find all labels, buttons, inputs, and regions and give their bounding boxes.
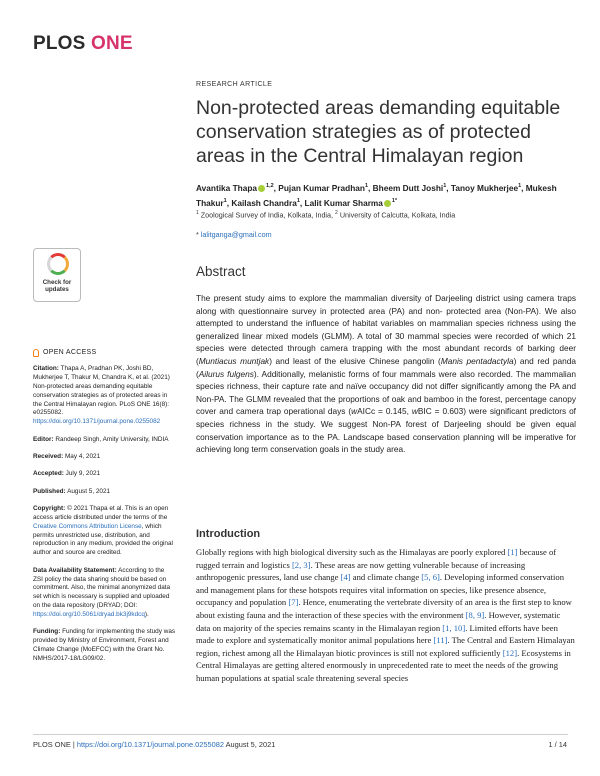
italic-w: w [351, 406, 358, 417]
author-name[interactable]: Bheem Dutt Joshi [372, 182, 444, 193]
data-availability-block [33, 567, 176, 620]
author-affil-sup: 1 [223, 197, 227, 204]
abstract-text-run: ) and red panda ( [196, 355, 576, 379]
open-lock-icon [33, 349, 39, 357]
editor-text: Randeep Singh, Amity University, INDIA [53, 435, 169, 443]
email-link[interactable]: lalitganga@gmail.com [200, 230, 272, 239]
copyright-text: , which permits unrestricted use, distribution, and reproduction in any medium, provided the original author and source are credited. [33, 522, 173, 557]
check-for-updates-badge[interactable] [33, 248, 81, 302]
data-availability-text: According to the ZSI policy the data sharing should be based on commitment. Also, the minimal anonymized data set which is necessary is supplied and uploaded on the data repository (DRYAD; DOI: [33, 566, 171, 610]
citation-label: Citation: [33, 364, 59, 372]
affil-number: 2 [335, 210, 338, 216]
author-name[interactable]: Pujan Kumar Pradhan [278, 182, 365, 193]
author-affil-sup: 1 [518, 183, 522, 189]
reference-link[interactable]: [7] [288, 597, 299, 608]
reference-link[interactable]: [1] [507, 547, 518, 557]
abstract-text-run: AICc = 0.145, [357, 406, 412, 417]
affil-number: 1 [196, 210, 199, 216]
accepted-date: July 9, 2021 [63, 470, 101, 478]
article-type-label: RESEARCH ARTICLE [196, 81, 273, 88]
citation-doi-link[interactable]: https://doi.org/10.1371/journal.pone.0255082 [33, 418, 161, 426]
abstract-text-run: ). Additionally, melanistic forms of four mammals were also recorded. The mammalian species richness, their capture rate and naïve occupancy did not differ significantly among the PA and Non-PA. The GLMM revealed that the proportions of oak and bamboo in the forest, percentage canopy cover and camera trap operational days ( [196, 368, 576, 417]
intro-text-run: Globally regions with high biological diversity such as the Himalayas are poorly explored [196, 547, 508, 557]
copyright-block [33, 505, 176, 558]
author-name[interactable]: Avantika Thapa [196, 182, 258, 193]
footer-journal: PLOS ONE [33, 740, 71, 749]
journal-logo[interactable] [33, 33, 133, 55]
reference-link[interactable]: [11] [433, 635, 448, 646]
published-block [33, 488, 176, 497]
intro-text-run: . These areas are now getting vulnerable because of increasing anthropogenic pressures, land use change [196, 559, 526, 583]
author-name[interactable]: Mukesh Thakur [196, 182, 557, 208]
affil-text: University of Calcutta, Kolkata, India [339, 210, 456, 220]
author-name[interactable]: Tanoy Mukherjee [450, 182, 519, 193]
intro-text-run: . The Central and Eastern Himalayan region, richest among all the Himalayan biotic provinces is still not explored sufficiently [196, 635, 575, 658]
author-list: Avantika Thapa $^{1,2}$, Pujan Kumar Pradhan$^1$, Bheem Dutt Joshi$^1$, Tanoy Mukherjee$^1$, Mukesh Thakur$^1$, Kailash Chandra$^1$, Lalit Kumar Sharma $^{1*}$ [196, 182, 557, 208]
logo-plos: PLOS [33, 33, 86, 54]
affil-text: Zoological Survey of India, Kolkata, India, [200, 210, 334, 220]
footer-doi-link[interactable]: https://doi.org/10.1371/journal.pone.0255082 [76, 740, 224, 749]
author-affil-sup: 1,2 [266, 183, 274, 189]
abstract-text-run: ) and least of the elusive Chinese pangolin ( [269, 355, 441, 366]
accepted-block [33, 470, 176, 479]
corresponding-mark: * [394, 197, 398, 204]
orcid-icon[interactable] [258, 185, 265, 192]
species-name: Ailurus fulgens [198, 368, 254, 379]
open-access-label: OPEN ACCESS [43, 349, 97, 356]
editor-label: Editor: [33, 435, 54, 443]
intro-text-run: . Ecosystems in Central Himalayas are getting altered enormously in unprecedented rate to meet the needs of the growing human populations at spatial scale threatening several species [196, 647, 571, 683]
check-updates-line1: Check for [42, 279, 72, 286]
logo-one: ONE [91, 33, 133, 54]
copyright-text: © 2021 Thapa et al. This is an open access article distributed under the terms of the [33, 504, 169, 521]
dryad-doi-link[interactable]: https://doi.org/10.5061/dryad.bk3j9kdcq [33, 611, 145, 619]
reference-link[interactable]: [2, 3] [291, 559, 311, 570]
reference-link[interactable]: [8, 9] [465, 609, 485, 620]
author-affil-sup: 1 [364, 183, 369, 189]
citation-block [33, 365, 176, 427]
orcid-icon[interactable] [384, 200, 391, 207]
introduction-heading: Introduction [196, 528, 261, 540]
italic-w: w [411, 406, 418, 417]
check-updates-icon [47, 253, 69, 275]
funding-block [33, 628, 176, 664]
license-link[interactable]: Creative Commons Attribution License [33, 522, 142, 530]
affiliations [196, 210, 576, 219]
author-affil-sup: 1 [391, 197, 395, 204]
data-availability-text: ). [144, 611, 149, 619]
article-metadata-sidebar [33, 349, 176, 673]
funding-text: Funding for implementing the study was provided by Ministry of Environment, Forest and Climate Change (MoEFCC) with the Grant No. NMHS/2017-18/LG09/02. [33, 628, 176, 663]
funding-label: Funding: [33, 628, 61, 636]
abstract-text-run: BIC = 0.603) were significant predictors of species richness in the study. We suggest Non-PA forest of Darjeeling should be given equal conservation importance as to the PA. Landscape based conservation planning will be imperative for achieving long term conservation goals in the study area. [196, 406, 576, 455]
published-date: August 5, 2021 [65, 487, 111, 495]
received-date: May 4, 2021 [63, 452, 101, 460]
abstract-body [196, 292, 576, 456]
author-affil-sup: 1 [296, 197, 300, 204]
published-label: Published: [33, 487, 66, 495]
footer-date: August 5, 2021 [223, 740, 276, 749]
author-name[interactable]: Lalit Kumar Sharma [304, 197, 383, 208]
open-access-badge [33, 349, 176, 358]
species-name: Muntiacus muntjak [198, 355, 270, 366]
check-updates-line2: updates [45, 286, 69, 294]
intro-text-run: . Hence, enumerating the vertebrate diversity of an area is the first step to know about existing fauna and the interaction of these species with the environment [196, 597, 572, 620]
abstract-heading: Abstract [196, 264, 246, 279]
editor-block [33, 436, 176, 445]
reference-link[interactable]: [1, 10] [442, 622, 466, 633]
introduction-body [196, 546, 576, 685]
data-availability-label: Data Availability Statement: [33, 566, 117, 574]
abstract-text-run: The present study aims to explore the mammalian diversity of Darjeeling district using camera traps along with questionnaire survey in protected area (PA) and non- protected area (Non-PA). We also attempted to understand the influence of habitat variables on mammalian species richness using the generalized linear mixed models (GLMM). A total of 30 mammal species were recorded of which 21 species were detected through camera trapping with the most abundant records of barking deer ( [196, 293, 576, 366]
species-name: Manis pentadactyla [440, 355, 514, 366]
accepted-label: Accepted: [33, 470, 64, 478]
author-affil-sup: 1 [443, 183, 447, 189]
correspondence [196, 230, 272, 239]
copyright-label: Copyright: [33, 504, 66, 512]
intro-text-run: . However, systematic data on majority of the species remains scanty in the Himalayan region [196, 609, 561, 633]
reference-link[interactable]: [12] [502, 647, 518, 658]
page-footer [33, 740, 275, 749]
intro-text-run: . Developing informed conservation and management plans for these hotspots requires vital information on species, like presence absence, occupancy and population [196, 572, 565, 608]
received-label: Received: [33, 452, 64, 460]
article-title: Non-protected areas demanding equitable conservation strategies as of protected areas in the Central Himalayan region [196, 97, 561, 167]
corresponding-mark: * [196, 230, 199, 239]
footer-separator: | [70, 740, 77, 749]
intro-text-run: and climate change [350, 572, 422, 583]
author-name[interactable]: Kailash Chandra [231, 197, 297, 208]
footer-divider [33, 734, 568, 735]
citation-text: Thapa A, Pradhan PK, Joshi BD, Mukherjee T, Thakur M, Chandra K, et al. (2021) Non-protected areas demanding equitable conservation strategies as of protected areas in the Central Himalayan region. PLoS ONE 16(8): e0255082. [33, 364, 170, 417]
reference-link[interactable]: [5, 6] [421, 572, 440, 583]
reference-link[interactable]: [4] [340, 572, 351, 583]
page-number: 1 / 14 [548, 740, 567, 749]
received-block [33, 453, 176, 462]
intro-text-run: because of rugged terrain and logistics [196, 547, 557, 570]
intro-text-run: . Limited efforts have been made to explore and systematically monitor animal populations here [196, 622, 558, 646]
